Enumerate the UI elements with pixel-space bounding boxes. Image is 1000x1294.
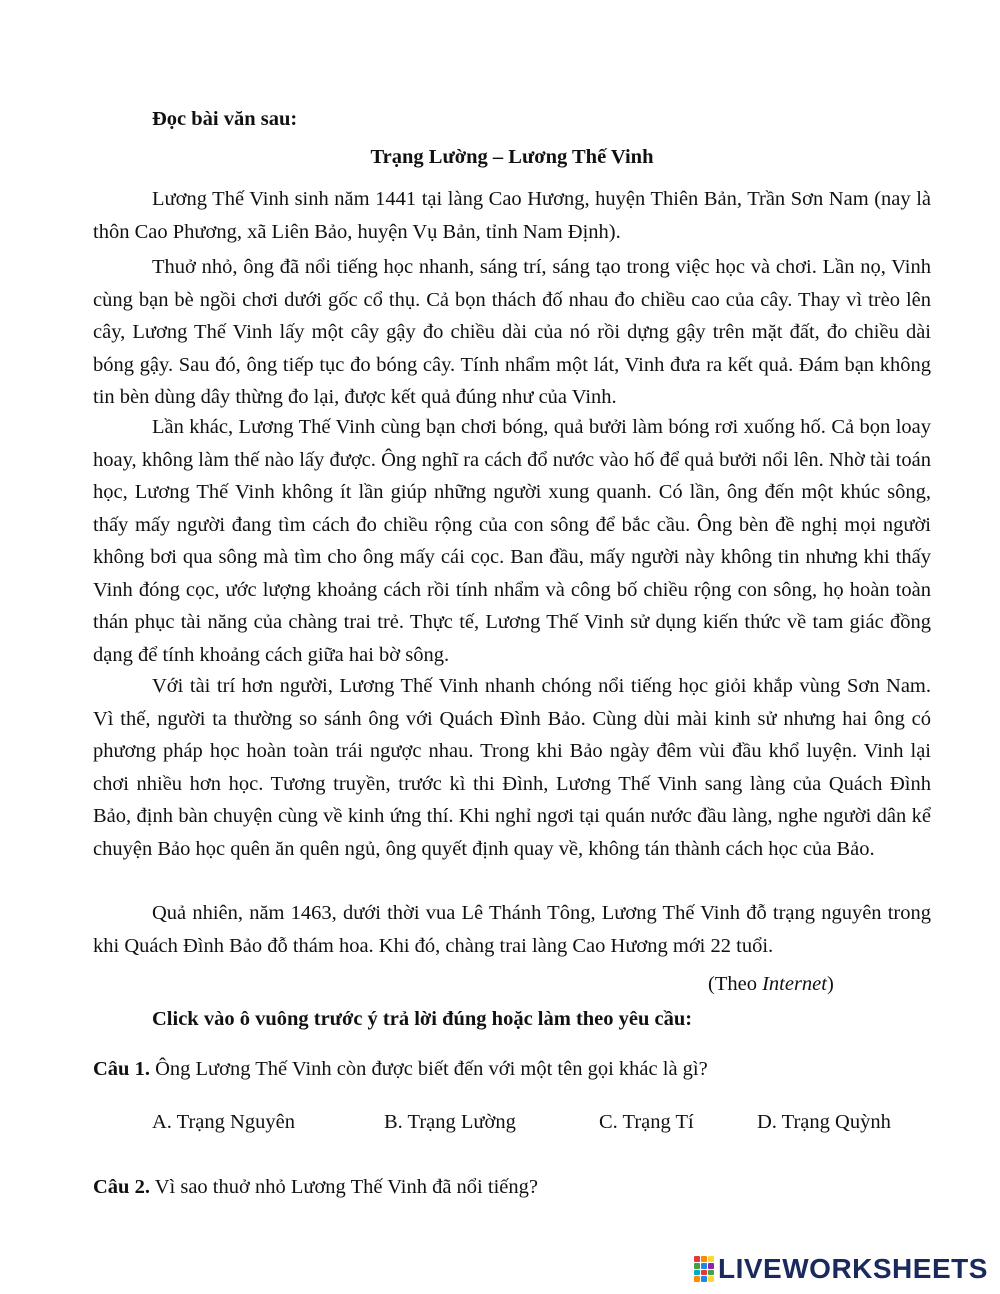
logo-tile bbox=[708, 1270, 714, 1276]
logo-tile bbox=[701, 1263, 707, 1269]
paragraph-2: Thuở nhỏ, ông đã nổi tiếng học nhanh, sáng trí, sáng tạo trong việc học và chơi. Lần nọ, Vinh cùng bạn bè ngồi chơi dưới gốc cổ thụ. Cả bọn thách đố nhau đo chiều cao của cây. Thay vì trèo lên cây, Lương Thế Vinh lấy một cây gậy đo chiều dài của nó rồi dựng gậy trên mặt đất, đo chiều dài bóng gậy. Sau đó, ông tiếp tục đo bóng cây. Tính nhẩm một lát, Vinh đưa ra kết quả. Đám bạn không tin bèn dùng dây thừng đo lại, được kết quả đúng như của Vinh. bbox=[93, 256, 931, 408]
task-instruction: Click vào ô vuông trước ý trả lời đúng hoặc làm theo yêu cầu: bbox=[152, 1008, 693, 1030]
logo-tile bbox=[701, 1276, 707, 1282]
question-1-text: Ông Lương Thế Vinh còn được biết đến với một tên gọi khác là gì? bbox=[149, 1058, 708, 1080]
question-2-label: Câu 2. bbox=[93, 1176, 150, 1198]
logo-tile bbox=[701, 1270, 707, 1276]
logo-text: LIVEWORKSHEETS bbox=[718, 1253, 988, 1284]
logo-tile bbox=[708, 1256, 714, 1262]
paragraph-1: Lương Thế Vinh sinh năm 1441 tại làng Cao Hương, huyện Thiên Bản, Trần Sơn Nam (nay là thôn Cao Phương, xã Liên Bảo, huyện Vụ Bản, tỉnh Nam Định). bbox=[93, 188, 931, 243]
question-1-option-b[interactable]: B. Trạng Lường bbox=[384, 1111, 516, 1133]
source-suffix: ) bbox=[826, 973, 834, 995]
question-1-option-a[interactable]: A. Trạng Nguyên bbox=[152, 1111, 295, 1133]
question-1 bbox=[93, 1058, 708, 1081]
logo-mark-icon bbox=[694, 1256, 714, 1282]
source-prefix: (Theo bbox=[708, 973, 763, 995]
story-title: Trạng Lường – Lương Thế Vinh bbox=[370, 146, 654, 168]
logo-tile bbox=[694, 1256, 700, 1262]
logo-tile bbox=[694, 1276, 700, 1282]
reading-instruction: Đọc bài văn sau: bbox=[152, 108, 298, 130]
paragraph-4: Với tài trí hơn người, Lương Thế Vinh nhanh chóng nổi tiếng học giỏi khắp vùng Sơn Nam. Vì thế, người ta thường so sánh ông với Quách Đình Bảo. Cùng dùi mài kinh sử nhưng hai ông có phương pháp học hoàn toàn trái ngược nhau. Trong khi Bảo ngày đêm vùi đầu khổ luyện. Vinh lại chơi nhiều hơn học. Tương truyền, trước kì thi Đình, Lương Thế Vinh sang làng của Quách Đình Bảo, định bàn chuyện cùng về kinh ứng thí. Khi nghỉ ngơi tại quán nước đầu làng, nghe người dân kể chuyện Bảo học quên ăn quên ngủ, ông quyết định quay về, không tán thành cách học của Bảo. bbox=[93, 675, 931, 860]
logo-tile bbox=[694, 1270, 700, 1276]
source-citation bbox=[708, 973, 834, 996]
question-2-text: Vì sao thuở nhỏ Lương Thế Vinh đã nổi tiếng? bbox=[149, 1176, 538, 1198]
paragraph-3: Lần khác, Lương Thế Vinh cùng bạn chơi bóng, quả bưởi làm bóng rơi xuống hố. Cả bọn loay hoay, không làm thế nào lấy được. Ông nghĩ ra cách đổ nước vào hố để quả bưởi nổi lên. Nhờ tài toán học, Lương Thế Vinh không ít lần giúp những người xung quanh. Có lần, ông đến một khúc sông, thấy mấy người đang tìm cách đo chiều rộng của con sông để bắc cầu. Ông bèn đề nghị mọi người không bơi qua sông mà tìm cho ông mấy cái cọc. Ban đầu, mấy người này không tin nhưng khi thấy Vinh đóng cọc, ước lượng khoảng cách rồi tính nhẩm và công bố chiều rộng con sông, họ hoàn toàn thán phục tài năng của chàng trai trẻ. Thực tế, Lương Thế Vinh sử dụng kiến thức về tam giác đồng dạng để tính khoảng cách giữa hai bờ sông. bbox=[93, 416, 931, 666]
logo-tile bbox=[708, 1276, 714, 1282]
question-1-label: Câu 1. bbox=[93, 1058, 150, 1080]
paragraph-5: Quả nhiên, năm 1463, dưới thời vua Lê Thánh Tông, Lương Thế Vinh đỗ trạng nguyên trong khi Quách Đình Bảo đỗ thám hoa. Khi đó, chàng trai làng Cao Hương mới 22 tuổi. bbox=[93, 902, 931, 957]
question-1-option-d[interactable]: D. Trạng Quỳnh bbox=[757, 1111, 891, 1133]
source-name: Internet bbox=[762, 973, 827, 995]
question-1-option-c[interactable]: C. Trạng Tí bbox=[599, 1111, 694, 1133]
logo-tile bbox=[708, 1263, 714, 1269]
question-2 bbox=[93, 1176, 538, 1199]
logo-tile bbox=[694, 1263, 700, 1269]
logo-tile bbox=[701, 1256, 707, 1262]
liveworksheets-logo bbox=[694, 1254, 988, 1284]
